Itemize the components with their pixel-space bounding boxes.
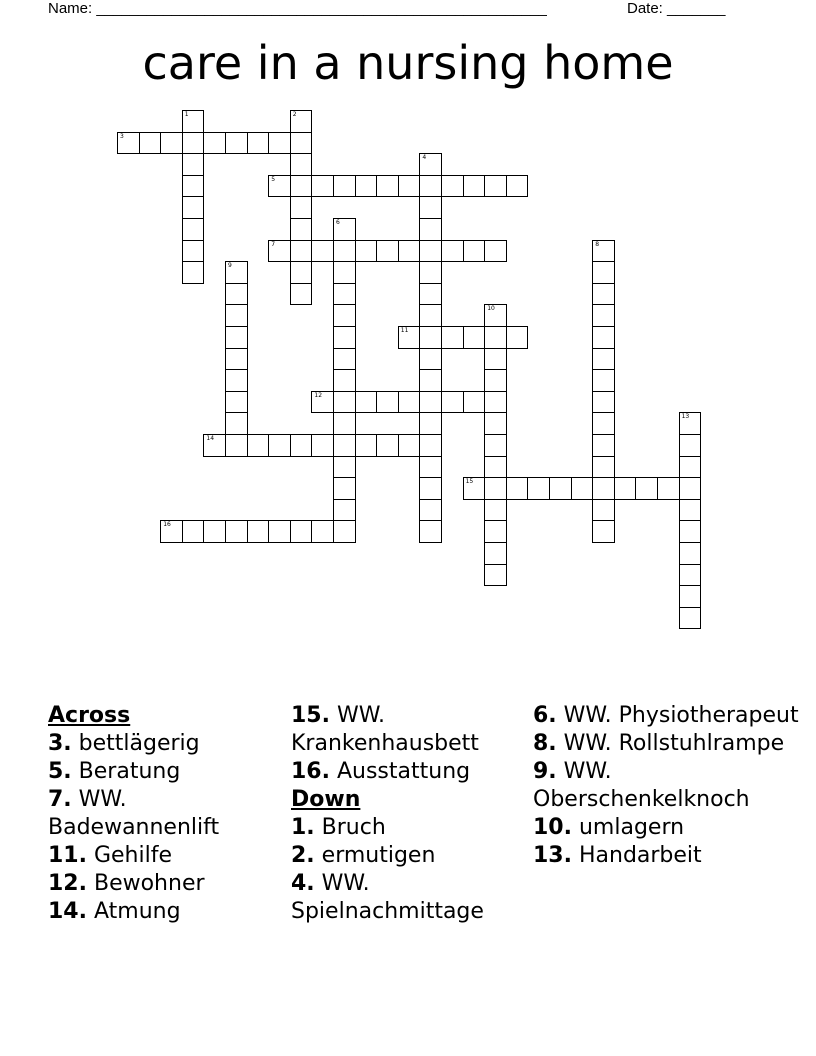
crossword-cell[interactable] <box>333 348 356 371</box>
across-clue <box>48 842 288 870</box>
crossword-cell[interactable] <box>225 304 248 327</box>
crossword-cell[interactable] <box>506 477 529 500</box>
crossword-cell[interactable] <box>592 283 615 306</box>
down-clue <box>533 842 803 870</box>
crossword-cell[interactable] <box>333 326 356 349</box>
clue-number-label: 6. <box>533 703 557 728</box>
clue-number-label: 10. <box>533 815 572 840</box>
crossword-cell[interactable] <box>419 196 442 219</box>
clue-number: 8 <box>595 240 600 248</box>
crossword-cell[interactable] <box>679 434 702 457</box>
crossword-cell[interactable] <box>376 175 399 198</box>
crossword-cell[interactable] <box>484 369 507 392</box>
crossword-cell[interactable] <box>679 456 702 479</box>
clue-text: WW. Krankenhausbett <box>291 703 479 756</box>
crossword-cell[interactable] <box>182 520 205 543</box>
crossword-cell[interactable] <box>333 477 356 500</box>
clue-text: WW. Badewannenlift <box>48 787 220 840</box>
crossword-cell[interactable] <box>463 477 486 500</box>
clue-text: Bewohner <box>86 871 205 896</box>
clue-text: bettlägerig <box>71 731 200 756</box>
crossword-cell[interactable] <box>376 240 399 263</box>
clue-number: 5 <box>271 175 276 183</box>
crossword-cell[interactable] <box>333 283 356 306</box>
clue-number-label: 11. <box>48 843 87 868</box>
crossword-cell[interactable] <box>225 261 248 284</box>
crossword-cell[interactable] <box>484 175 507 198</box>
crossword-cell[interactable] <box>679 520 702 543</box>
crossword-cell[interactable] <box>355 175 378 198</box>
crossword-cell[interactable] <box>441 391 464 414</box>
down-clue <box>533 730 803 758</box>
crossword-cell[interactable] <box>484 391 507 414</box>
crossword-cell[interactable] <box>268 520 291 543</box>
crossword-cell[interactable] <box>592 520 615 543</box>
crossword-cell[interactable] <box>441 175 464 198</box>
crossword-cell[interactable] <box>268 132 291 155</box>
crossword-cell[interactable] <box>290 132 313 155</box>
crossword-cell[interactable] <box>679 542 702 565</box>
across-clue <box>291 758 531 786</box>
crossword-cell[interactable] <box>398 391 421 414</box>
crossword-cell[interactable] <box>419 304 442 327</box>
crossword-cell[interactable] <box>463 240 486 263</box>
crossword-cell[interactable] <box>290 434 313 457</box>
down-clue <box>291 814 531 842</box>
crossword-cell[interactable] <box>419 412 442 435</box>
crossword-cell[interactable] <box>311 434 334 457</box>
across-clue <box>48 898 288 926</box>
crossword-cell[interactable] <box>506 175 529 198</box>
crossword-cell[interactable] <box>679 499 702 522</box>
crossword-cell[interactable] <box>592 326 615 349</box>
crossword-cell[interactable] <box>484 304 507 327</box>
crossword-cell[interactable] <box>679 607 702 630</box>
crossword-cell[interactable] <box>419 153 442 176</box>
clue-number: 13 <box>681 413 690 421</box>
clue-text: WW. Spielnachmittage <box>291 871 484 924</box>
clue-text: umlagern <box>571 815 685 840</box>
crossword-cell[interactable] <box>182 132 205 155</box>
crossword-cell[interactable] <box>268 175 291 198</box>
crossword-cell[interactable] <box>247 132 270 155</box>
clue-text: WW. Physiotherapeut <box>556 703 799 728</box>
crossword-cell[interactable] <box>182 175 205 198</box>
crossword-cell[interactable] <box>463 326 486 349</box>
crossword-cell[interactable] <box>247 434 270 457</box>
crossword-cell[interactable] <box>311 520 334 543</box>
crossword-cell[interactable] <box>225 412 248 435</box>
crossword-cell[interactable] <box>419 283 442 306</box>
crossword-cell[interactable] <box>592 391 615 414</box>
clue-text: Beratung <box>71 759 181 784</box>
crossword-cell[interactable] <box>290 218 313 241</box>
clue-text: ermutigen <box>314 843 436 868</box>
crossword-cell[interactable] <box>679 564 702 587</box>
crossword-cell[interactable] <box>290 240 313 263</box>
crossword-cell[interactable] <box>592 261 615 284</box>
down-clue <box>533 814 803 842</box>
clue-number-label: 16. <box>291 759 330 784</box>
clue-column-1 <box>48 702 288 926</box>
crossword-cell[interactable] <box>225 326 248 349</box>
crossword-cell[interactable] <box>419 348 442 371</box>
clue-text: Gehilfe <box>86 843 173 868</box>
clue-column-2 <box>291 702 531 926</box>
crossword-cell[interactable] <box>419 520 442 543</box>
clue-number: 6 <box>336 219 340 226</box>
crossword-cell[interactable] <box>355 434 378 457</box>
crossword-cell[interactable] <box>290 261 313 284</box>
crossword-cell[interactable] <box>419 391 442 414</box>
crossword-cell[interactable] <box>203 434 226 457</box>
crossword-cell[interactable] <box>355 391 378 414</box>
clue-number-label: 13. <box>533 843 572 868</box>
clue-number-label: 14. <box>48 899 87 924</box>
down-clue-list <box>291 814 531 926</box>
clue-number: 16 <box>163 521 171 529</box>
crossword-cell[interactable] <box>355 240 378 263</box>
clue-number: 12 <box>314 391 323 399</box>
clue-column-3 <box>533 702 803 870</box>
crossword-cell[interactable] <box>398 240 421 263</box>
across-clue <box>48 786 288 842</box>
crossword-cell[interactable] <box>441 326 464 349</box>
crossword-cell[interactable] <box>441 240 464 263</box>
crossword-cell[interactable] <box>333 434 356 457</box>
crossword-cell[interactable] <box>182 218 205 241</box>
crossword-cell[interactable] <box>527 477 550 500</box>
clue-text: Bruch <box>314 815 386 840</box>
name-field-label: Name: ______________________________________________________ <box>48 0 547 17</box>
crossword-cell[interactable] <box>139 132 162 155</box>
crossword-cell[interactable] <box>419 261 442 284</box>
crossword-cell[interactable] <box>225 520 248 543</box>
page-title: care in a nursing home <box>142 36 674 90</box>
crossword-cell[interactable] <box>333 456 356 479</box>
crossword-cell[interactable] <box>484 434 507 457</box>
clue-number: 11 <box>400 327 409 334</box>
crossword-cell[interactable] <box>333 218 356 241</box>
crossword-cell[interactable] <box>203 520 226 543</box>
crossword-cell[interactable] <box>290 520 313 543</box>
crossword-cell[interactable] <box>398 175 421 198</box>
crossword-cell[interactable] <box>419 499 442 522</box>
across-clue <box>48 730 288 758</box>
crossword-cell[interactable] <box>506 326 529 349</box>
crossword-cell[interactable] <box>225 283 248 306</box>
clue-number-label: 15. <box>291 703 330 728</box>
clue-number-label: 4. <box>291 871 315 896</box>
crossword-cell[interactable] <box>290 196 313 219</box>
crossword-cell[interactable] <box>398 326 421 349</box>
crossword-cell[interactable] <box>419 477 442 500</box>
crossword-cell[interactable] <box>484 240 507 263</box>
crossword-cell[interactable] <box>419 434 442 457</box>
crossword-cell[interactable] <box>484 564 507 587</box>
crossword-cell[interactable] <box>592 304 615 327</box>
crossword-cell[interactable] <box>376 434 399 457</box>
crossword-cell[interactable] <box>463 175 486 198</box>
down-clue <box>533 758 803 814</box>
clue-number-label: 9. <box>533 759 557 784</box>
clue-text: Ausstattung <box>329 759 471 784</box>
clue-number: 9 <box>228 262 232 270</box>
crossword-cell[interactable] <box>182 153 205 176</box>
clue-number-label: 7. <box>48 787 72 812</box>
crossword-cell[interactable] <box>311 175 334 198</box>
crossword-cell[interactable] <box>419 218 442 241</box>
crossword-cell[interactable] <box>311 391 334 414</box>
crossword-cell[interactable] <box>117 132 140 155</box>
clue-text: Atmung <box>86 899 181 924</box>
clue-number: 1 <box>184 111 189 118</box>
crossword-cell[interactable] <box>333 240 356 263</box>
crossword-cell[interactable] <box>592 456 615 479</box>
crossword-cell[interactable] <box>333 304 356 327</box>
down-heading: Down <box>291 787 361 812</box>
crossword-cell[interactable] <box>290 110 313 133</box>
crossword-cell[interactable] <box>182 110 205 133</box>
clue-number: 3 <box>120 132 124 140</box>
crossword-cell[interactable] <box>679 585 702 608</box>
clue-number-label: 1. <box>291 815 315 840</box>
crossword-cell[interactable] <box>268 434 291 457</box>
crossword-cell[interactable] <box>484 477 507 500</box>
crossword-cell[interactable] <box>484 326 507 349</box>
clue-text: WW. Oberschenkelknoch <box>533 759 750 812</box>
crossword-cell[interactable] <box>549 477 572 500</box>
crossword-cell[interactable] <box>484 456 507 479</box>
crossword-cell[interactable] <box>398 434 421 457</box>
down-clue <box>291 842 531 870</box>
clue-number-label: 3. <box>48 731 72 756</box>
clue-number: 15 <box>465 478 474 486</box>
crossword-cell[interactable] <box>311 240 334 263</box>
crossword-cell[interactable] <box>160 132 183 155</box>
crossword-cell[interactable] <box>592 477 615 500</box>
crossword-cell[interactable] <box>484 542 507 565</box>
crossword-cell[interactable] <box>333 261 356 284</box>
crossword-cell[interactable] <box>484 348 507 371</box>
crossword-cell[interactable] <box>484 499 507 522</box>
crossword-cell[interactable] <box>592 240 615 263</box>
down-clue <box>291 870 531 926</box>
crossword-cell[interactable] <box>225 369 248 392</box>
crossword-cell[interactable] <box>333 499 356 522</box>
date-field-label: Date: _______ <box>627 0 726 17</box>
clue-number-label: 2. <box>291 843 315 868</box>
across-clue <box>291 702 531 758</box>
across-clue-list <box>48 730 288 926</box>
across-heading: Across <box>48 703 131 728</box>
crossword-cell[interactable] <box>247 520 270 543</box>
crossword-cell[interactable] <box>376 391 399 414</box>
crossword-cell[interactable] <box>225 391 248 414</box>
clue-text: Handarbeit <box>571 843 702 868</box>
down-clue <box>533 702 803 730</box>
across-clue-list-continued <box>291 702 531 786</box>
crossword-cell[interactable] <box>419 175 442 198</box>
crossword-cell[interactable] <box>592 412 615 435</box>
crossword-cell[interactable] <box>571 477 594 500</box>
crossword-cell[interactable] <box>679 412 702 435</box>
clue-number: 4 <box>422 154 427 162</box>
down-clue-list-continued <box>533 702 803 870</box>
across-clue <box>48 758 288 786</box>
clue-text: WW. Rollstuhlrampe <box>556 731 785 756</box>
crossword-cell[interactable] <box>419 456 442 479</box>
clue-number: 10 <box>487 305 495 313</box>
clue-number: 14 <box>206 435 215 442</box>
crossword-cell[interactable] <box>419 326 442 349</box>
crossword-cell[interactable] <box>182 240 205 263</box>
crossword-cell[interactable] <box>290 153 313 176</box>
clue-number-label: 5. <box>48 759 72 784</box>
crossword-cell[interactable] <box>225 348 248 371</box>
crossword-cell[interactable] <box>484 412 507 435</box>
crossword-cell[interactable] <box>592 369 615 392</box>
crossword-cell[interactable] <box>182 196 205 219</box>
crossword-cell[interactable] <box>592 499 615 522</box>
crossword-cell[interactable] <box>419 369 442 392</box>
crossword-cell[interactable] <box>290 175 313 198</box>
crossword-cell[interactable] <box>333 391 356 414</box>
crossword-cell[interactable] <box>268 240 291 263</box>
clue-number: 2 <box>292 111 297 118</box>
crossword-cell[interactable] <box>225 434 248 457</box>
crossword-cell[interactable] <box>679 477 702 500</box>
crossword-cell[interactable] <box>160 520 183 543</box>
crossword-cell[interactable] <box>290 283 313 306</box>
crossword-cell[interactable] <box>333 412 356 435</box>
crossword-cell[interactable] <box>484 520 507 543</box>
crossword-cell[interactable] <box>635 477 658 500</box>
crossword-cell[interactable] <box>333 369 356 392</box>
crossword-cell[interactable] <box>614 477 637 500</box>
crossword-cell[interactable] <box>592 434 615 457</box>
across-clue <box>48 870 288 898</box>
clue-number-label: 12. <box>48 871 87 896</box>
clue-number: 7 <box>271 240 276 248</box>
crossword-cell[interactable] <box>419 240 442 263</box>
crossword-cell[interactable] <box>463 391 486 414</box>
crossword-cell[interactable] <box>592 348 615 371</box>
clue-number-label: 8. <box>533 731 557 756</box>
crossword-cell[interactable] <box>333 175 356 198</box>
crossword-cell[interactable] <box>182 261 205 284</box>
crossword-cell[interactable] <box>225 132 248 155</box>
crossword-cell[interactable] <box>203 132 226 155</box>
crossword-cell[interactable] <box>657 477 680 500</box>
crossword-cell[interactable] <box>333 520 356 543</box>
